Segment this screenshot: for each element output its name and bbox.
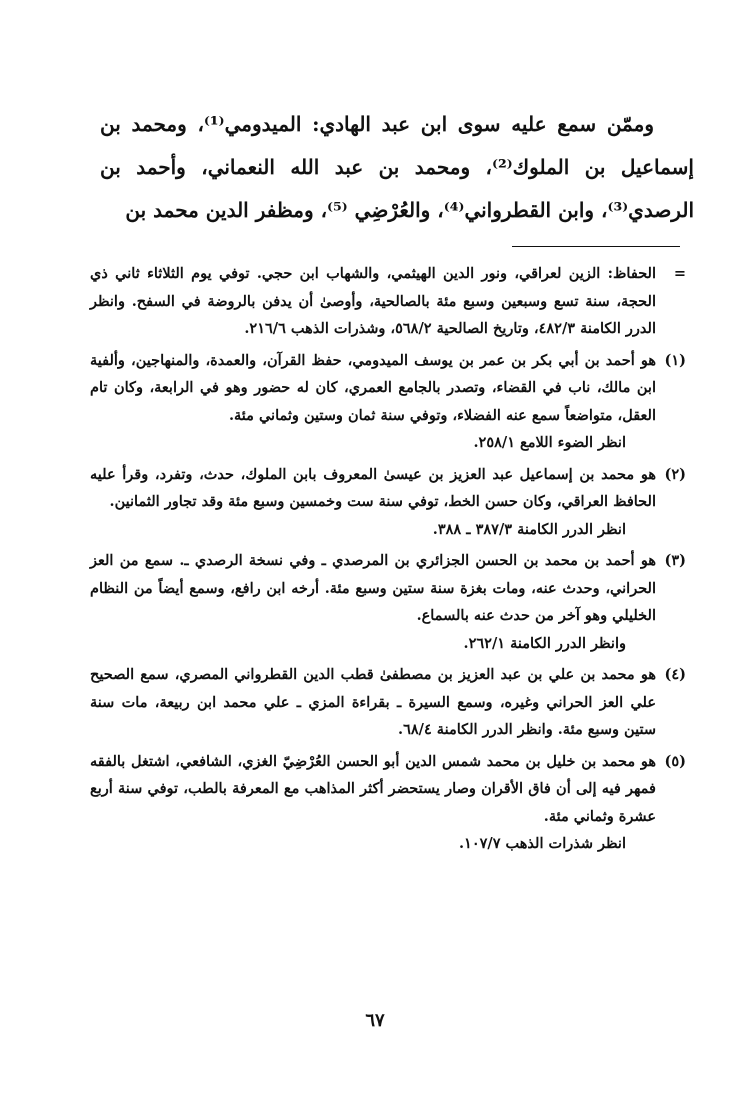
footnote-3 xyxy=(90,547,686,657)
footnote-continued xyxy=(90,260,686,343)
footnote-reference: انظر الضوء اللامع ٢٥٨/١. xyxy=(473,434,626,451)
footnote-5 xyxy=(90,748,686,858)
footnote-text: هو محمد بن خليل بن محمد شمس الدين أبو الحسن العُرْضِيّ الغزي، الشافعي، اشتغل بالفقه فمهر فيه إلى أن فاق الأقران وصار يستحضر أكثر المذاهب مع المعرفة بالطب، توفي سنة أربع عشرة وثماني مئة. xyxy=(90,752,656,825)
footnote-text: هو محمد بن علي بن عبد العزيز بن مصطفىٰ قطب الدين القطرواني المصري، سمع الصحيح علي العز الحراني وغيره، وسمع السيرة ـ بقراءة المزي ـ علي محمد ابن ربيعة، مات سنة ستين وسبع مئة. وانظر الدرر الكامنة ٦٨/٤. xyxy=(90,666,656,738)
page-number: ٦٧ xyxy=(365,1010,385,1031)
footnotes xyxy=(90,260,686,862)
footnote-reference: انظر الدرر الكامنة ٣٨٧/٣ ـ ٣٨٨. xyxy=(432,520,626,538)
footnote-number: (١) xyxy=(664,351,686,369)
footnote-number: (٢) xyxy=(664,465,686,483)
footnote-number: (٥) xyxy=(664,752,686,770)
footnote-1 xyxy=(90,347,686,457)
footnote-text: الحفاظ: الزين لعراقي، ونور الدين الهيثمي، والشهاب ابن حجي. توفي يوم الثلاثاء ثاني ذي الحجة، سنة تسع وسبعين وسبع مئة بالصالحية، وأوصىٰ أن يدفن بالروضة في السفح. وانظر الدرر الكامنة ٤٨٢/٣، وتاريخ الصالحية ٥٦٨/٢، وشذرات الذهب ٢١٦/٦. xyxy=(90,265,656,337)
footnote-4 xyxy=(90,661,686,744)
footnote-reference: وانظر الدرر الكامنة ٢٦٢/١. xyxy=(463,634,626,652)
footnote-marker: = xyxy=(673,265,686,282)
footnote-text: هو أحمد بن أبي بكر بن عمر بن يوسف الميدومي، حفظ القرآن، والعمدة، والمنهاجين، وألفية ابن مالك، ناب في القضاء، وتصدر بالجامع العمري، كان له حضور وهو في الرابعة، وكان تام العقل، متواضعاً سمع عنه الفضلاء، وتوفي سنة ثمان وستين وثماني مئة. xyxy=(90,351,656,424)
footnote-separator xyxy=(512,246,680,247)
footnote-text: هو محمد بن إسماعيل عبد العزيز بن عيسىٰ المعروف بابن الملوك، حدث، وتفرد، وقرأ عليه الحافظ العراقي، وكان حسن الخط، توفي سنة ست وخمسين وسبع مئة وقد تجاور الثمانين. xyxy=(90,465,656,510)
footnote-number: (٣) xyxy=(664,552,686,569)
main-paragraph: وممّن سمع عليه سوى ابن عبد الهادي: الميدومي⁽¹⁾، ومحمد بن إسماعيل بن الملوك⁽²⁾، ومحمد بن عبد الله النعماني، وأحمد بن الرصدي⁽³⁾، وابن القطرواني⁽⁴⁾، والعُرْضِي ⁽⁵⁾، ومظفر الدين محمد بن xyxy=(100,112,694,222)
footnote-reference: انظر شذرات الذهب ١٠٧/٧. xyxy=(458,835,626,852)
footnote-number: (٤) xyxy=(664,666,686,683)
footnote-2 xyxy=(90,461,686,544)
footnote-text: هو أحمد بن محمد بن الحسن الجزائري بن المرصدي ـ وفي نسخة الرصدي ـ. سمع من العز الحراني، وحدث عنه، ومات بغزة سنة ستين وسبع مئة. أرخه ابن رافع، وسمع أيضاً من النظام الخليلي وهو آخر من حدث عنه بالسماع. xyxy=(90,552,656,624)
main-text-block xyxy=(100,103,694,232)
